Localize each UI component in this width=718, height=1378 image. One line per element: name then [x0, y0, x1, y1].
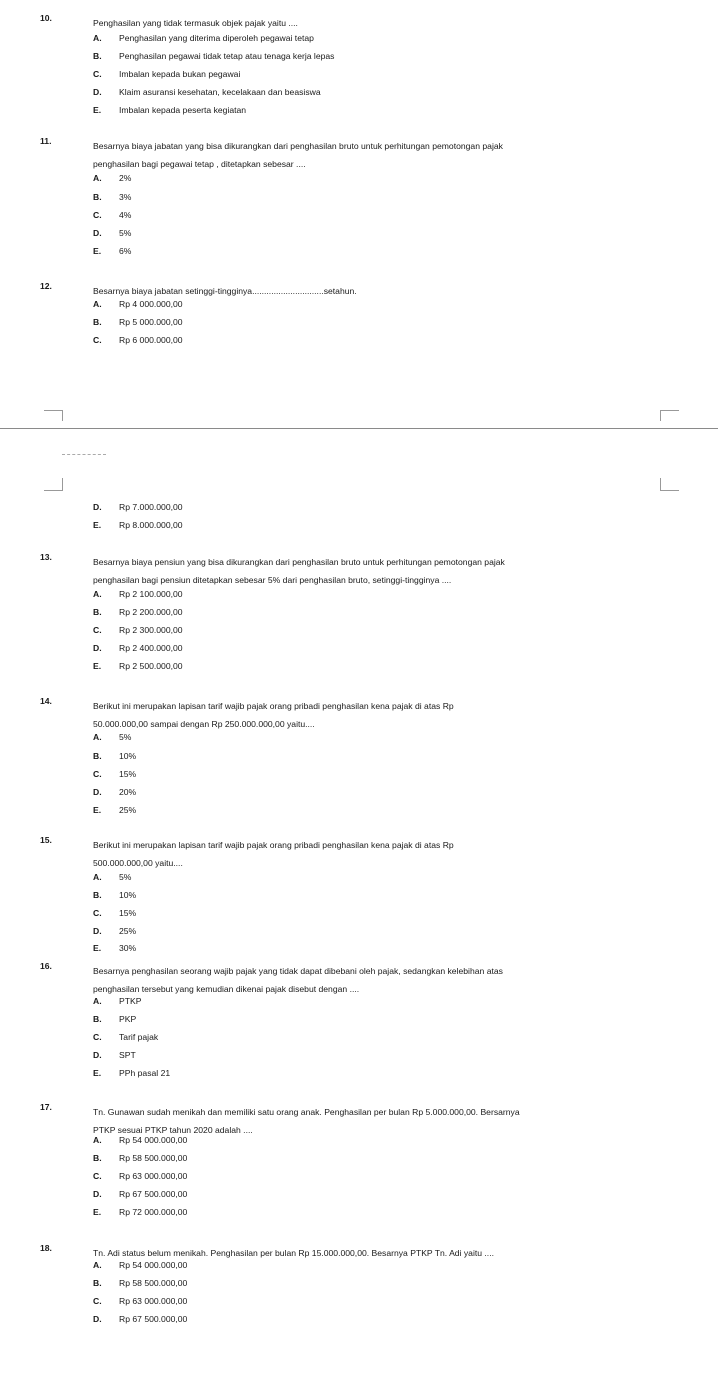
question-text [93, 1103, 680, 1139]
option-c: C. 4% [93, 210, 132, 220]
option-a: A. Rp 54 000.000,00 [93, 1260, 188, 1270]
option-d: D. Klaim asuransi kesehatan, kecelakaan dan beasiswa [93, 87, 321, 97]
option-b: B. Penghasilan pegawai tidak tetap atau tenaga kerja lepas [93, 51, 335, 61]
option-e: E. Imbalan kepada peserta kegiatan [93, 105, 247, 115]
question-text-line: Besarnya biaya pensiun yang bisa dikurangkan dari penghasilan bruto untuk perhitungan pemotongan pajak [93, 557, 505, 567]
page-break [0, 402, 718, 494]
option-c: C. 15% [93, 908, 137, 918]
crop-mark [660, 478, 679, 491]
option-c: C. Rp 6 000.000,00 [93, 335, 183, 345]
question-number: 13. [40, 552, 52, 562]
question-text-line: penghasilan tersebut yang kemudian dikenai pajak disebut dengan .... [93, 984, 360, 994]
crop-mark [44, 478, 63, 491]
question-text-line: Berikut ini merupakan lapisan tarif wajib pajak orang pribadi penghasilan kena pajak di atas Rp [93, 840, 454, 850]
option-c: C. Rp 63 000.000,00 [93, 1296, 188, 1306]
question-text-line: 50.000.000,00 sampai dengan Rp 250.000.000,00 yaitu.... [93, 719, 315, 729]
option-b: B. Rp 58 500.000,00 [93, 1278, 188, 1288]
question-number: 16. [40, 961, 52, 971]
option-e: E. 25% [93, 805, 137, 815]
option-d: D. 25% [93, 926, 137, 936]
question-number: 10. [40, 13, 52, 23]
question-text [93, 137, 680, 173]
option-b: B. Rp 5 000.000,00 [93, 317, 183, 327]
option-a: A. Rp 2 100.000,00 [93, 589, 183, 599]
option-d: D. Rp 67 500.000,00 [93, 1189, 188, 1199]
option-d: D. SPT [93, 1050, 136, 1060]
option-c: C. Rp 2 300.000,00 [93, 625, 183, 635]
question-text-line: penghasilan bagi pensiun ditetapkan sebesar 5% dari penghasilan bruto, setinggi-tingginya .... [93, 575, 452, 585]
option-a: A. Rp 4 000.000,00 [93, 299, 183, 309]
question-text-line: PTKP sesuai PTKP tahun 2020 adalah .... [93, 1125, 253, 1135]
question-number: 14. [40, 696, 52, 706]
option-e: E. Rp 8.000.000,00 [93, 520, 183, 530]
option-e: E. Rp 2 500.000,00 [93, 661, 183, 671]
question-text [93, 14, 680, 32]
option-b: B. Rp 2 200.000,00 [93, 607, 183, 617]
crop-mark [44, 410, 63, 421]
question-text-line: Penghasilan yang tidak termasuk objek pajak yaitu .... [93, 18, 298, 28]
question-number: 12. [40, 281, 52, 291]
option-c: C. Imbalan kepada bukan pegawai [93, 69, 241, 79]
option-c: C. Tarif pajak [93, 1032, 159, 1042]
option-e: E. PPh pasal 21 [93, 1068, 171, 1078]
option-d: D. 5% [93, 228, 132, 238]
question-text-line: 500.000.000,00 yaitu.... [93, 858, 183, 868]
crop-mark [660, 410, 679, 421]
option-d: D. Rp 67 500.000,00 [93, 1314, 188, 1324]
dashed-divider [62, 454, 106, 455]
question-text-line: Besarnya biaya jabatan yang bisa dikurangkan dari penghasilan bruto untuk perhitungan pemotongan pajak [93, 141, 503, 151]
option-b: B. 10% [93, 751, 137, 761]
page-divider [0, 428, 718, 429]
option-e: E. 30% [93, 943, 137, 953]
option-a: A. Rp 54 000.000,00 [93, 1135, 188, 1145]
question-text-line: Tn. Gunawan sudah menikah dan memiliki satu orang anak. Penghasilan per bulan Rp 5.000.000,00. Bersarnya [93, 1107, 520, 1117]
option-b: B. Rp 58 500.000,00 [93, 1153, 188, 1163]
option-c: C. Rp 63 000.000,00 [93, 1171, 188, 1181]
question-text [93, 962, 680, 998]
option-b: B. 10% [93, 890, 137, 900]
option-a: A. 5% [93, 872, 132, 882]
option-a: A. PTKP [93, 996, 142, 1006]
question-text [93, 697, 680, 733]
question-text-line: Tn. Adi status belum menikah. Penghasilan per bulan Rp 15.000.000,00. Besarnya PTKP Tn. Adi yaitu .... [93, 1248, 494, 1258]
question-text-line: Besarnya biaya jabatan setinggi-tingginya..............................setahun. [93, 286, 357, 296]
option-c: C. 15% [93, 769, 137, 779]
question-text-line: penghasilan bagi pegawai tetap , ditetapkan sebesar .... [93, 159, 306, 169]
option-b: B. PKP [93, 1014, 137, 1024]
option-a: A. 2% [93, 173, 132, 183]
option-d: D. Rp 7.000.000,00 [93, 502, 183, 512]
option-a: A. 5% [93, 732, 132, 742]
option-a: A. Penghasilan yang diterima diperoleh pegawai tetap [93, 33, 314, 43]
question-text-line: Berikut ini merupakan lapisan tarif wajib pajak orang pribadi penghasilan kena pajak di atas Rp [93, 701, 454, 711]
question-number: 17. [40, 1102, 52, 1112]
question-text [93, 553, 680, 589]
question-text [93, 836, 680, 872]
question-number: 11. [40, 136, 52, 146]
question-number: 15. [40, 835, 52, 845]
option-d: D. 20% [93, 787, 137, 797]
question-text-line: Besarnya penghasilan seorang wajib pajak yang tidak dapat dibebani oleh pajak, sedangkan kelebihan atas [93, 966, 503, 976]
option-d: D. Rp 2 400.000,00 [93, 643, 183, 653]
option-e: E. 6% [93, 246, 132, 256]
option-b: B. 3% [93, 192, 132, 202]
question-text [93, 282, 680, 300]
option-e: E. Rp 72 000.000,00 [93, 1207, 188, 1217]
question-number: 18. [40, 1243, 52, 1253]
